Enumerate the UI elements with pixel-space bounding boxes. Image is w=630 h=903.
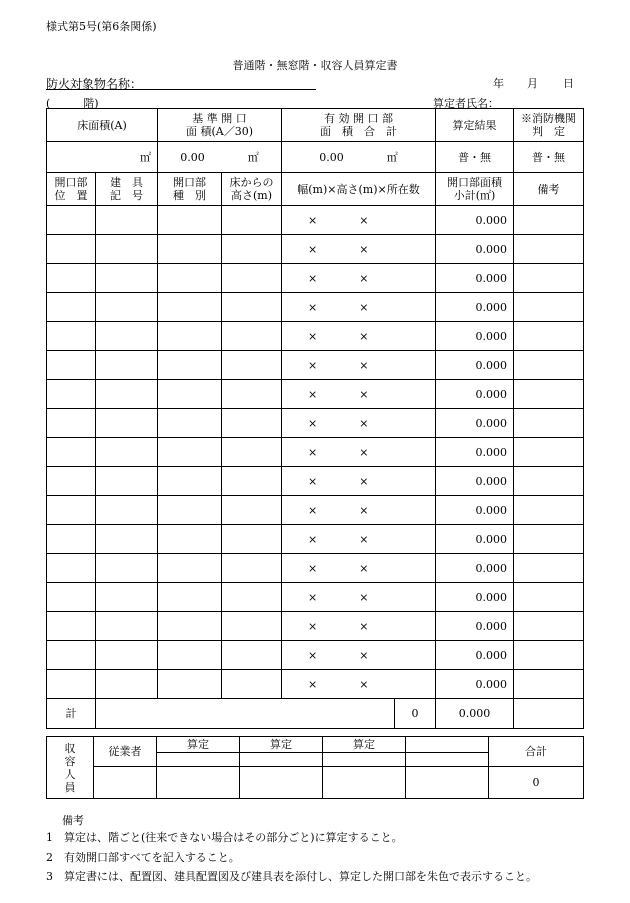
position-cell[interactable] bbox=[47, 235, 96, 264]
height-cell[interactable] bbox=[222, 351, 282, 380]
multiply-sign: × bbox=[308, 590, 318, 604]
table-row bbox=[47, 612, 584, 641]
fixture-cell[interactable] bbox=[96, 438, 158, 467]
multiply-sign: × bbox=[308, 271, 318, 285]
type-cell[interactable] bbox=[158, 380, 222, 409]
remarks-cell[interactable] bbox=[514, 409, 584, 438]
multiply-sign: × bbox=[308, 648, 318, 662]
total-area: 0.000 bbox=[436, 699, 514, 729]
multiply-sign: × bbox=[359, 300, 369, 314]
subtotal-cell: 0.000 bbox=[436, 554, 514, 583]
multiply-sign: × bbox=[359, 416, 369, 430]
type-cell[interactable] bbox=[158, 525, 222, 554]
occupancy-total-value: 0 bbox=[489, 767, 584, 799]
position-cell[interactable] bbox=[47, 206, 96, 235]
base-opening-header-line1: 基 準 開 口 bbox=[192, 112, 247, 125]
calculator-name-label: 算定者氏名： bbox=[433, 97, 499, 110]
month-label: 月 bbox=[527, 77, 538, 90]
table-row bbox=[47, 496, 584, 525]
object-name-label: 防火対象物名称： bbox=[46, 77, 143, 91]
subtotal-cell: 0.000 bbox=[436, 351, 514, 380]
remarks-cell[interactable] bbox=[514, 235, 584, 264]
calc-value-4[interactable] bbox=[406, 767, 489, 799]
position-cell[interactable] bbox=[47, 583, 96, 612]
height-cell[interactable] bbox=[222, 525, 282, 554]
multiply-sign: × bbox=[308, 474, 318, 488]
col-subtotal-line2: 小計(㎡) bbox=[453, 189, 496, 202]
calc-header-2: 算定 bbox=[240, 737, 323, 753]
position-cell[interactable] bbox=[47, 293, 96, 322]
total-count: 0 bbox=[395, 699, 436, 729]
calc-value-2[interactable] bbox=[240, 767, 323, 799]
occupancy-total-header: 合計 bbox=[489, 737, 584, 767]
base-unit: ㎡ bbox=[247, 150, 259, 164]
employees-header: 従業者 bbox=[94, 737, 157, 767]
type-cell[interactable] bbox=[158, 409, 222, 438]
fire-dept-value[interactable]: 普・無 bbox=[514, 142, 584, 173]
multiply-sign: × bbox=[308, 242, 318, 256]
year-label: 年 bbox=[493, 77, 504, 90]
occupancy-label bbox=[47, 737, 94, 799]
remarks-cell[interactable] bbox=[514, 206, 584, 235]
total-remarks[interactable] bbox=[514, 699, 584, 729]
multiply-sign: × bbox=[308, 503, 318, 517]
height-cell[interactable] bbox=[222, 206, 282, 235]
multiply-sign: × bbox=[308, 619, 318, 633]
fire-dept-header bbox=[514, 109, 584, 142]
floor-area-header: 床面積(A) bbox=[47, 109, 158, 142]
dims-cell[interactable] bbox=[282, 206, 436, 235]
height-cell[interactable] bbox=[222, 380, 282, 409]
multiply-sign: × bbox=[359, 590, 369, 604]
type-cell[interactable] bbox=[158, 351, 222, 380]
subtotal-cell: 0.000 bbox=[436, 670, 514, 699]
calc-value-3[interactable] bbox=[323, 767, 406, 799]
dims-cell[interactable] bbox=[282, 467, 436, 496]
type-cell[interactable] bbox=[158, 235, 222, 264]
occupancy-header-row bbox=[47, 737, 584, 753]
type-cell[interactable] bbox=[158, 438, 222, 467]
day-label: 日 bbox=[563, 77, 574, 90]
notes-title: 備考 bbox=[62, 814, 84, 827]
multiply-sign: × bbox=[359, 619, 369, 633]
table-row bbox=[47, 583, 584, 612]
multiply-sign: × bbox=[308, 387, 318, 401]
multiply-sign: × bbox=[359, 242, 369, 256]
subtotal-cell: 0.000 bbox=[436, 583, 514, 612]
position-cell[interactable] bbox=[47, 380, 96, 409]
column-header-row bbox=[47, 173, 584, 206]
dims-cell[interactable] bbox=[282, 583, 436, 612]
table-row bbox=[47, 554, 584, 583]
calc-sub-2[interactable] bbox=[240, 753, 323, 767]
effective-opening-header-line1: 有 効 開 口 部 bbox=[324, 112, 393, 125]
subtotal-cell: 0.000 bbox=[436, 409, 514, 438]
dims-cell[interactable] bbox=[282, 641, 436, 670]
calc-value-1[interactable] bbox=[157, 767, 240, 799]
position-cell[interactable] bbox=[47, 322, 96, 351]
type-cell[interactable] bbox=[158, 612, 222, 641]
height-cell[interactable] bbox=[222, 409, 282, 438]
dims-cell[interactable] bbox=[282, 235, 436, 264]
effective-opening-header-line2: 面 積 合 計 bbox=[320, 125, 397, 138]
subtotal-cell: 0.000 bbox=[436, 380, 514, 409]
multiply-sign: × bbox=[359, 213, 369, 227]
multiply-sign: × bbox=[359, 503, 369, 517]
multiply-sign: × bbox=[308, 677, 318, 691]
form-number: 様式第5号(第6条関係) bbox=[46, 20, 157, 33]
table-row bbox=[47, 641, 584, 670]
dims-cell[interactable] bbox=[282, 438, 436, 467]
note-item-2: 2 有効開口部すべてを記入すること。 bbox=[46, 851, 240, 864]
table-row bbox=[47, 380, 584, 409]
multiply-sign: × bbox=[359, 677, 369, 691]
object-name-field-line[interactable] bbox=[46, 89, 316, 90]
multiply-sign: × bbox=[308, 561, 318, 575]
col-type-line2: 種 別 bbox=[173, 189, 206, 202]
remarks-cell[interactable] bbox=[514, 496, 584, 525]
calc-header-1: 算定 bbox=[157, 737, 240, 753]
position-cell[interactable] bbox=[47, 496, 96, 525]
table-row bbox=[47, 467, 584, 496]
col-dims-header: 幅(m)×高さ(m)×所在数 bbox=[282, 173, 436, 206]
subtotal-cell: 0.000 bbox=[436, 438, 514, 467]
type-cell[interactable] bbox=[158, 322, 222, 351]
table-row bbox=[47, 293, 584, 322]
height-cell[interactable] bbox=[222, 235, 282, 264]
dims-cell[interactable] bbox=[282, 496, 436, 525]
base-opening-value bbox=[158, 142, 282, 173]
effective-opening-value bbox=[282, 142, 436, 173]
fixture-cell[interactable] bbox=[96, 380, 158, 409]
result-header: 算定結果 bbox=[436, 109, 514, 142]
multiply-sign: × bbox=[359, 474, 369, 488]
table-row bbox=[47, 235, 584, 264]
position-cell[interactable] bbox=[47, 612, 96, 641]
subtotal-cell: 0.000 bbox=[436, 641, 514, 670]
base-opening-header-line2: 面 積(A／30) bbox=[185, 125, 254, 138]
subtotal-cell: 0.000 bbox=[436, 525, 514, 554]
effective-opening-header bbox=[282, 109, 436, 142]
type-cell[interactable] bbox=[158, 293, 222, 322]
subtotal-cell: 0.000 bbox=[436, 496, 514, 525]
table-row bbox=[47, 409, 584, 438]
note-item-3: 3 算定書には、配置図、建具配置図及び建具表を添付し、算定した開口部を朱色で表示すること。 bbox=[46, 870, 537, 883]
remarks-cell[interactable] bbox=[514, 293, 584, 322]
dims-cell[interactable] bbox=[282, 264, 436, 293]
fire-dept-header-line2: 判 定 bbox=[532, 125, 565, 138]
opening-calculation-table bbox=[46, 108, 584, 729]
dims-cell[interactable] bbox=[282, 409, 436, 438]
fixture-cell[interactable] bbox=[96, 641, 158, 670]
height-cell[interactable] bbox=[222, 496, 282, 525]
subtotal-cell: 0.000 bbox=[436, 322, 514, 351]
remarks-cell[interactable] bbox=[514, 351, 584, 380]
multiply-sign: × bbox=[359, 329, 369, 343]
col-position-line1: 開口部 bbox=[54, 176, 88, 189]
height-cell[interactable] bbox=[222, 264, 282, 293]
type-cell[interactable] bbox=[158, 670, 222, 699]
table-row bbox=[47, 670, 584, 699]
result-value[interactable]: 普・無 bbox=[436, 142, 514, 173]
dims-cell[interactable] bbox=[282, 351, 436, 380]
subtotal-cell: 0.000 bbox=[436, 467, 514, 496]
remarks-cell[interactable] bbox=[514, 380, 584, 409]
multiply-sign: × bbox=[308, 445, 318, 459]
remarks-cell[interactable] bbox=[514, 583, 584, 612]
multiply-sign: × bbox=[359, 387, 369, 401]
remarks-cell[interactable] bbox=[514, 525, 584, 554]
floor-label: ( 階) bbox=[46, 97, 99, 110]
col-fixture-header bbox=[96, 173, 158, 206]
calc-sub-3[interactable] bbox=[323, 753, 406, 767]
multiply-sign: × bbox=[308, 532, 318, 546]
position-cell[interactable] bbox=[47, 670, 96, 699]
col-height-header bbox=[222, 173, 282, 206]
col-height-line2: 高さ(m) bbox=[230, 189, 272, 202]
remarks-cell[interactable] bbox=[514, 467, 584, 496]
col-type-header bbox=[158, 173, 222, 206]
position-cell[interactable] bbox=[47, 438, 96, 467]
calc-sub-4[interactable] bbox=[406, 753, 489, 767]
subtotal-cell: 0.000 bbox=[436, 206, 514, 235]
table-row bbox=[47, 525, 584, 554]
fixture-cell[interactable] bbox=[96, 612, 158, 641]
base-opening-header bbox=[158, 109, 282, 142]
height-cell[interactable] bbox=[222, 554, 282, 583]
dims-cell[interactable] bbox=[282, 612, 436, 641]
col-position-header bbox=[47, 173, 96, 206]
type-cell[interactable] bbox=[158, 264, 222, 293]
position-cell[interactable] bbox=[47, 409, 96, 438]
multiply-sign: × bbox=[308, 300, 318, 314]
multiply-sign: × bbox=[359, 445, 369, 459]
fixture-cell[interactable] bbox=[96, 554, 158, 583]
note-item-1: 1 算定は、階ごと(往来できない場合はその部分ごと)に算定すること。 bbox=[46, 831, 403, 844]
remarks-cell[interactable] bbox=[514, 264, 584, 293]
position-cell[interactable] bbox=[47, 525, 96, 554]
position-cell[interactable] bbox=[47, 641, 96, 670]
effective-value: 0.00 bbox=[319, 150, 344, 164]
table-row bbox=[47, 438, 584, 467]
col-type-line1: 開口部 bbox=[173, 176, 206, 189]
employees-value[interactable] bbox=[94, 767, 157, 799]
subtotal-cell: 0.000 bbox=[436, 264, 514, 293]
occupancy-value-row bbox=[47, 767, 584, 799]
fixture-cell[interactable] bbox=[96, 583, 158, 612]
multiply-sign: × bbox=[359, 532, 369, 546]
subtotal-cell: 0.000 bbox=[436, 235, 514, 264]
remarks-cell[interactable] bbox=[514, 641, 584, 670]
height-cell[interactable] bbox=[222, 467, 282, 496]
height-cell[interactable] bbox=[222, 612, 282, 641]
dims-cell[interactable] bbox=[282, 525, 436, 554]
fixture-cell[interactable] bbox=[96, 467, 158, 496]
fixture-cell[interactable] bbox=[96, 525, 158, 554]
height-cell[interactable] bbox=[222, 322, 282, 351]
occupancy-label-text: 収容人員 bbox=[64, 741, 76, 794]
dims-cell[interactable] bbox=[282, 380, 436, 409]
table-row bbox=[47, 351, 584, 380]
col-height-line1: 床からの bbox=[229, 176, 274, 189]
height-cell[interactable] bbox=[222, 293, 282, 322]
position-cell[interactable] bbox=[47, 554, 96, 583]
fixture-cell[interactable] bbox=[96, 409, 158, 438]
multiply-sign: × bbox=[359, 358, 369, 372]
dims-cell[interactable] bbox=[282, 670, 436, 699]
remarks-cell[interactable] bbox=[514, 438, 584, 467]
remarks-cell[interactable] bbox=[514, 670, 584, 699]
remarks-cell[interactable] bbox=[514, 554, 584, 583]
col-remarks-header: 備考 bbox=[514, 173, 584, 206]
position-cell[interactable] bbox=[47, 264, 96, 293]
fixture-cell[interactable] bbox=[96, 206, 158, 235]
multiply-sign: × bbox=[359, 648, 369, 662]
fire-dept-header-line1: ※消防機関 bbox=[521, 112, 576, 125]
multiply-sign: × bbox=[308, 358, 318, 372]
type-cell[interactable] bbox=[158, 583, 222, 612]
summary-header-row bbox=[47, 109, 584, 142]
dims-cell[interactable] bbox=[282, 293, 436, 322]
base-value: 0.00 bbox=[180, 150, 205, 164]
dims-cell[interactable] bbox=[282, 554, 436, 583]
multiply-sign: × bbox=[308, 329, 318, 343]
multiply-sign: × bbox=[308, 416, 318, 430]
total-blank bbox=[96, 699, 395, 729]
position-cell[interactable] bbox=[47, 467, 96, 496]
fixture-cell[interactable] bbox=[96, 293, 158, 322]
fixture-cell[interactable] bbox=[96, 496, 158, 525]
position-cell[interactable] bbox=[47, 351, 96, 380]
total-label: 計 bbox=[47, 699, 96, 729]
document-title: 普通階・無窓階・収容人員算定書 bbox=[232, 59, 398, 72]
floor-area-value[interactable] bbox=[47, 142, 158, 173]
fixture-cell[interactable] bbox=[96, 670, 158, 699]
table-row bbox=[47, 264, 584, 293]
fixture-cell[interactable] bbox=[96, 235, 158, 264]
remarks-cell[interactable] bbox=[514, 612, 584, 641]
total-row bbox=[47, 699, 584, 729]
col-position-line2: 位 置 bbox=[54, 189, 88, 202]
fixture-cell[interactable] bbox=[96, 351, 158, 380]
subtotal-cell: 0.000 bbox=[436, 612, 514, 641]
calc-sub-1[interactable] bbox=[157, 753, 240, 767]
subtotal-cell: 0.000 bbox=[436, 293, 514, 322]
col-subtotal-header bbox=[436, 173, 514, 206]
col-subtotal-line1: 開口部面積 bbox=[447, 176, 502, 189]
calc-header-4[interactable] bbox=[406, 737, 489, 753]
fixture-cell[interactable] bbox=[96, 264, 158, 293]
multiply-sign: × bbox=[359, 271, 369, 285]
multiply-sign: × bbox=[359, 561, 369, 575]
calc-header-3: 算定 bbox=[323, 737, 406, 753]
floor-area-unit: ㎡ bbox=[140, 150, 151, 164]
multiply-sign: × bbox=[308, 213, 318, 227]
dims-cell[interactable] bbox=[282, 322, 436, 351]
summary-value-row bbox=[47, 142, 584, 173]
type-cell[interactable] bbox=[158, 467, 222, 496]
height-cell[interactable] bbox=[222, 438, 282, 467]
type-cell[interactable] bbox=[158, 496, 222, 525]
table-row bbox=[47, 322, 584, 351]
height-cell[interactable] bbox=[222, 641, 282, 670]
table-row bbox=[47, 206, 584, 235]
effective-unit: ㎡ bbox=[386, 150, 398, 164]
type-cell[interactable] bbox=[158, 554, 222, 583]
fixture-cell[interactable] bbox=[96, 322, 158, 351]
col-fixture-line1: 建 具 bbox=[110, 176, 143, 189]
type-cell[interactable] bbox=[158, 641, 222, 670]
remarks-cell[interactable] bbox=[514, 322, 584, 351]
type-cell[interactable] bbox=[158, 206, 222, 235]
col-fixture-line2: 記 号 bbox=[110, 189, 143, 202]
height-cell[interactable] bbox=[222, 583, 282, 612]
occupancy-table bbox=[46, 736, 584, 799]
height-cell[interactable] bbox=[222, 670, 282, 699]
